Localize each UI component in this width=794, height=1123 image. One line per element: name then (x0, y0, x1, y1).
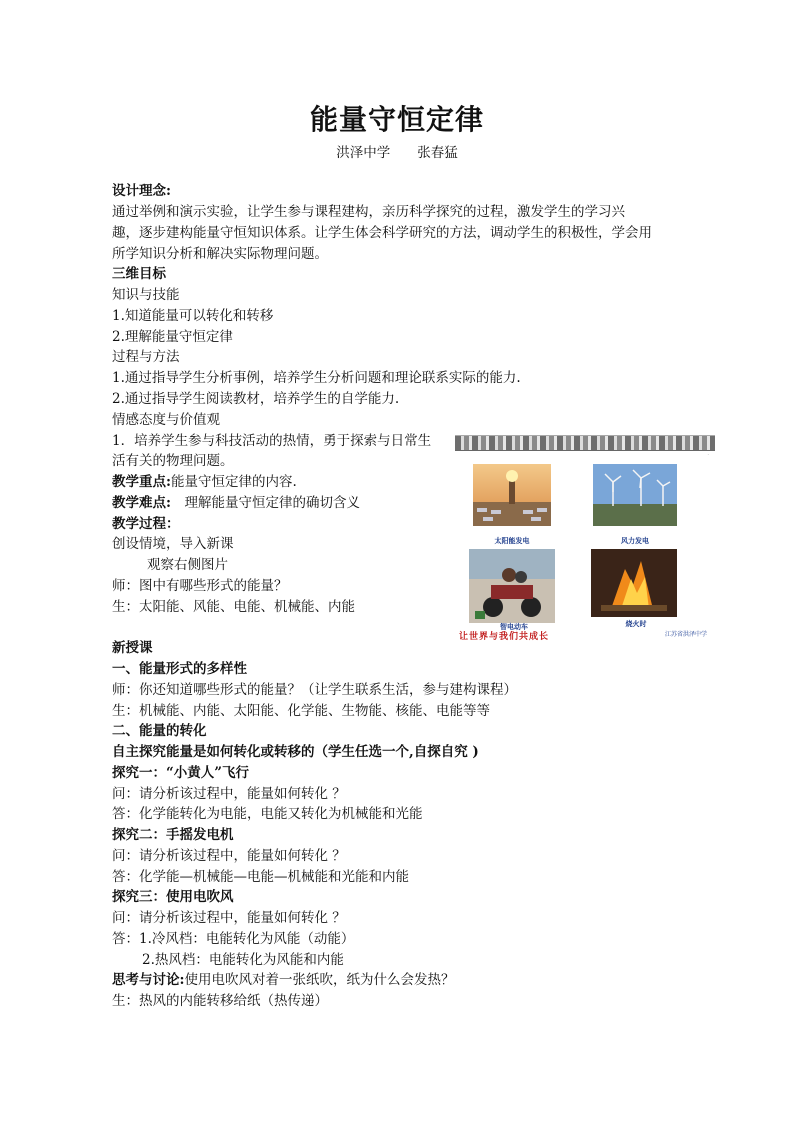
concept-line-2: 趣，逐步建构能量守恒知识体系。让学生体会科学研究的方法，调动学生的积极性，学会用 (112, 225, 652, 241)
goal-item: 1．培养学生参与科技活动的热情，勇于探索与日常生 (112, 433, 432, 449)
figure-banner: 让世界与我们共成长 (459, 632, 550, 642)
section-2-subheading: 自主探究能量是如何转化或转移的（学生任选一个,自探自究 ) (112, 744, 479, 760)
process-line: 创设情境，导入新课 (112, 536, 234, 552)
key-text: 能量守恒定律的内容. (170, 474, 297, 490)
author-line: 洪泽中学 张春猛 (336, 145, 458, 161)
exploration-3-answer-2: 2.热风档：电能转化为风能和内能 (142, 952, 344, 968)
goal-item: 1.通过指导学生分析事例，培养学生分析问题和理论联系实际的能力. (112, 370, 521, 386)
teaching-key-point (112, 472, 297, 492)
heading-new-lesson: 新授课 (112, 640, 153, 656)
exploration-2-answer: 答：化学能—机械能—电能—机械能和光能和内能 (112, 869, 409, 885)
campfire-photo (591, 549, 677, 617)
section-1-question: 师：你还知道哪些形式的能量？（让学生联系生活，参与建构课程） (112, 682, 517, 698)
section-1-heading: 一、能量形式的多样性 (112, 661, 247, 677)
process-line: 观察右侧图片 (147, 557, 228, 573)
decorative-border (455, 436, 715, 451)
difficulty-label: 教学难点: (112, 495, 171, 511)
sub-process-method: 过程与方法 (112, 349, 180, 365)
figure-mark: · (707, 452, 709, 458)
heading-three-goals: 三维目标 (112, 266, 166, 282)
heading-design-concept: 设计理念: (112, 183, 171, 199)
goal-item: 1.知道能量可以转化和转移 (112, 308, 274, 324)
exploration-1-question: 问：请分析该过程中，能量如何转化 ？ (112, 786, 346, 802)
energy-forms-figure (455, 435, 715, 644)
goal-item: 2.通过指导学生阅读教材，培养学生的自学能力. (112, 391, 400, 407)
think-discuss (112, 970, 454, 990)
difficulty-text: 理解能量守恒定律的确切含义 (170, 495, 360, 511)
caption-wind: 风力发电 (621, 536, 649, 545)
sub-knowledge-skills: 知识与技能 (112, 287, 180, 303)
think-label: 思考与讨论: (112, 972, 185, 988)
caption-fire: 烧火时 (625, 619, 647, 628)
wind-turbines-photo (593, 464, 677, 526)
goal-item-cont: 活有关的物理问题。 (112, 453, 234, 469)
think-text: 使用电吹风对着一张纸吹，纸为什么会发热？ (184, 972, 455, 988)
exploration-1-title: 探究一：“小黄人”飞行 (112, 765, 250, 781)
sub-attitude-values: 情感态度与价值观 (112, 412, 220, 428)
teaching-difficulty (112, 493, 360, 513)
concept-line-1: 通过举例和演示实验，让学生参与课程建构，亲历科学探究的过程，激发学生的学习兴 (112, 204, 625, 220)
section-2-heading: 二、能量的转化 (112, 723, 207, 739)
caption-scooter: 智电动车 (500, 622, 528, 631)
school-logo: 江苏省洪泽中学 (664, 631, 707, 638)
process-line: 师：图中有哪些形式的能量？ (112, 578, 288, 594)
think-answer: 生：热风的内能转移给纸（热传递） (112, 993, 328, 1009)
caption-solar: 太阳能发电 (494, 536, 530, 545)
exploration-3-answer-1: 答：1.冷风档：电能转化为风能（动能） (112, 931, 355, 947)
process-line: 生：太阳能、风能、电能、机械能、内能 (112, 599, 355, 615)
exploration-1-answer: 答：化学能转化为电能，电能又转化为机械能和光能 (112, 806, 423, 822)
exploration-3-title: 探究三：使用电吹风 (112, 889, 234, 905)
page-title: 能量守恒定律 (309, 103, 484, 136)
heading-teaching-process: 教学过程： (112, 516, 180, 532)
key-label: 教学重点: (112, 474, 171, 490)
solar-tower-photo (473, 464, 551, 526)
goal-item: 2.理解能量守恒定律 (112, 329, 233, 345)
section-1-answer: 生：机械能、内能、太阳能、化学能、生物能、核能、电能等等 (112, 703, 490, 719)
exploration-3-question: 问：请分析该过程中，能量如何转化 ？ (112, 910, 346, 926)
exploration-2-title: 探究二：手摇发电机 (112, 827, 234, 843)
electric-scooter-photo (469, 549, 555, 623)
exploration-2-question: 问：请分析该过程中，能量如何转化 ？ (112, 848, 346, 864)
concept-line-3: 所学知识分析和解决实际物理问题。 (112, 246, 328, 262)
